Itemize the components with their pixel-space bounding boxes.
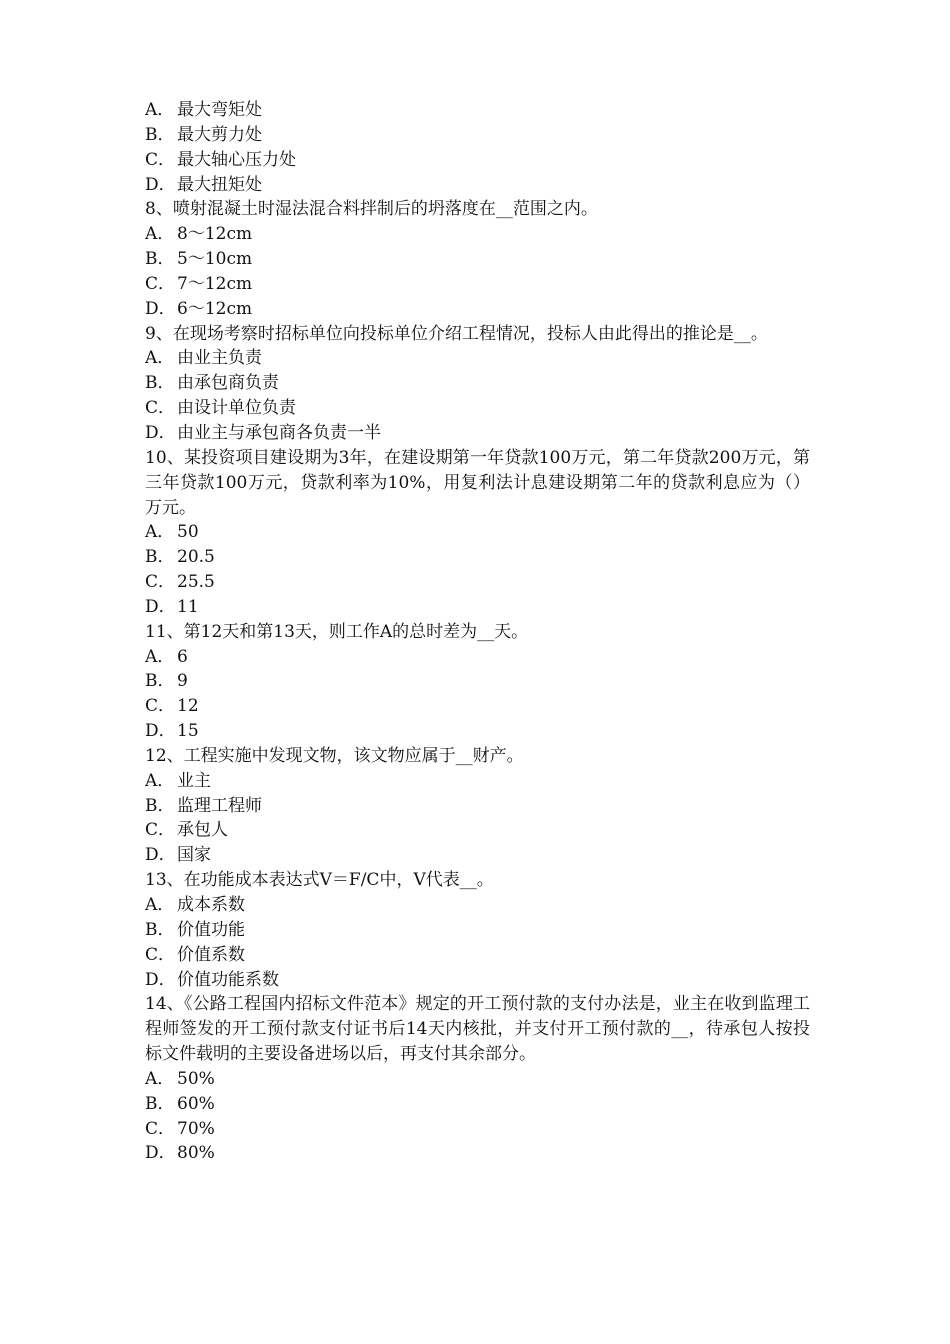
option-line: C． 最大轴心压力处 (145, 149, 296, 170)
question-stem: 13、在功能成本表达式V＝F/C中，V代表__。 (145, 870, 494, 891)
question-stem: 12、工程实施中发现文物，该文物应属于__财产。 (145, 745, 524, 766)
question-stem: 10、某投资项目建设期为3年，在建设期第一年贷款100万元，第二年贷款200万元，第三年贷款100万元，贷款利率为10%，用复利法计息建设期第二年的贷款利息应为（）万元。 (145, 447, 810, 518)
question-stem: 9、在现场考察时招标单位向投标单位介绍工程情况，投标人由此得出的推论是__。 (145, 323, 768, 344)
option-line: C． 7～12cm (145, 273, 253, 294)
option-line: C． 25.5 (145, 572, 215, 593)
option-line: A． 50 (145, 522, 199, 543)
option-line: D．80% (145, 1143, 215, 1164)
option-line: D．15 (145, 721, 199, 742)
option-line: D．价值功能系数 (145, 969, 279, 990)
document-page (145, 98, 810, 1166)
option-line: A． 最大弯矩处 (145, 100, 262, 120)
option-line: C． 价值系数 (145, 944, 245, 965)
question-stem: 14、《公路工程国内招标文件范本》规定的开工预付款的支付办法是，业主在收到监理工程师签发的开工预付款支付证书后14天内核批，并支付开工预付款的__，待承包人按投标文件载明的主要设备进场以后，再支付其余部分。 (145, 994, 810, 1065)
option-line: D．最大扭矩处 (145, 174, 262, 195)
option-line: C． 12 (145, 696, 199, 717)
question-stem: 8、喷射混凝土时湿法混合料拌制后的坍落度在__范围之内。 (145, 199, 598, 220)
option-line: B． 由承包商负责 (145, 373, 279, 394)
option-line: B． 60% (145, 1093, 215, 1114)
option-line: D．由业主与承包商各负责一半 (145, 422, 381, 443)
option-line: A． 由业主负责 (145, 348, 262, 369)
option-line: B． 监理工程师 (145, 795, 262, 816)
option-line: B． 最大剪力处 (145, 124, 262, 145)
option-line: B． 9 (145, 671, 188, 692)
option-line: A． 成本系数 (145, 895, 245, 915)
option-line: A． 8～12cm (145, 224, 253, 245)
option-line: D．6～12cm (145, 298, 253, 319)
option-line: D．11 (145, 596, 199, 617)
option-line: B． 5～10cm (145, 249, 253, 270)
option-line: C． 由设计单位负责 (145, 398, 296, 419)
option-line: C． 70% (145, 1118, 215, 1139)
option-line: B． 价值功能 (145, 919, 245, 940)
option-line: A． 业主 (145, 770, 211, 791)
option-line: C． 承包人 (145, 820, 228, 841)
option-line: D．国家 (145, 845, 211, 866)
option-line: B． 20.5 (145, 547, 215, 568)
option-line: A． 50% (145, 1068, 215, 1089)
question-stem: 11、第12天和第13天，则工作A的总时差为__天。 (145, 621, 529, 642)
option-line: A． 6 (145, 646, 188, 667)
